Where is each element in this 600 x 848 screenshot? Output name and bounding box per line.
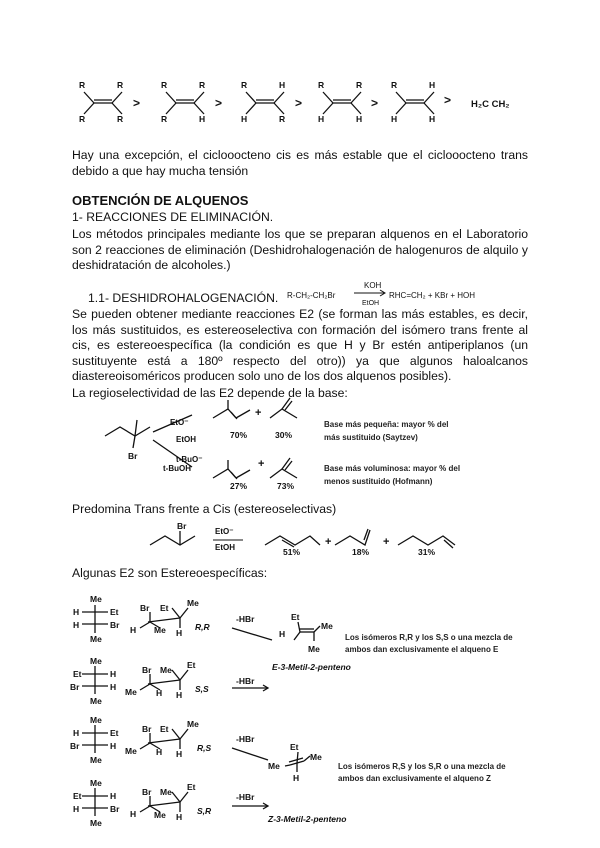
svg-text:Me: Me (90, 656, 102, 666)
svg-text:Br: Br (110, 620, 120, 630)
svg-text:H: H (391, 114, 398, 124)
sawhorse-ss (125, 660, 209, 700)
svg-text:Los isómeros R,S y los S,R o u: Los isómeros R,S y los S,R o una mezcla de (338, 762, 506, 771)
svg-text:H: H (73, 607, 80, 617)
svg-text:Me: Me (154, 625, 166, 635)
svg-text:R: R (199, 80, 206, 90)
regio-paragraph: La regioselectividad de las E2 depende de la base: (72, 386, 348, 400)
fischer-ss (70, 656, 116, 706)
sawhorse-sr (130, 782, 212, 822)
svg-text:Me: Me (268, 761, 280, 771)
svg-text:+: + (258, 458, 265, 470)
product-z-alkene (268, 742, 322, 783)
gt-1: > (133, 96, 141, 110)
svg-text:Me: Me (90, 594, 102, 604)
svg-text:-HBr: -HBr (236, 792, 255, 802)
svg-text:H: H (429, 114, 436, 124)
svg-text:Me: Me (321, 621, 333, 631)
product-e-name: E-3-Metil-2-penteno (272, 662, 351, 672)
svg-text:R: R (318, 80, 325, 90)
svg-text:Me: Me (160, 787, 172, 797)
svg-text:H: H (110, 791, 117, 801)
svg-text:R,R: R,R (195, 622, 210, 632)
svg-text:H: H (110, 682, 117, 692)
svg-text:Base más voluminosa: mayor % d: Base más voluminosa: mayor % del (324, 464, 461, 473)
svg-text:>: > (444, 93, 452, 107)
svg-text:+: + (383, 536, 390, 548)
svg-text:Et: Et (110, 728, 119, 738)
svg-text:Me: Me (90, 755, 102, 765)
svg-text:Me: Me (90, 715, 102, 725)
svg-text:H: H (156, 688, 163, 698)
section-1-1: 1.1- DESHIDROHALOGENACIÓN. (88, 291, 279, 305)
svg-text:EtO⁻: EtO⁻ (215, 527, 234, 536)
product-z-name: Z-3-Metil-2-penteno (268, 814, 347, 824)
eq-products: RHC=CH₂ + KBr + HOH (389, 291, 476, 300)
sub-1-tr: R (117, 80, 124, 90)
svg-text:menos sustituido (Hofmann): menos sustituido (Hofmann) (324, 477, 433, 486)
eq-reagent-top: KOH (364, 281, 382, 290)
svg-text:Me: Me (310, 752, 322, 762)
svg-text:Et: Et (73, 791, 82, 801)
svg-text:H: H (356, 114, 363, 124)
svg-text:Base más pequeña: mayor % del: Base más pequeña: mayor % del (324, 420, 449, 429)
svg-text:ambos dan exclusivamente el al: ambos dan exclusivamente el alqueno E (345, 645, 499, 654)
svg-text:ambos dan exclusivamente el al: ambos dan exclusivamente el alqueno Z (338, 774, 491, 783)
svg-text:Los isómeros R,R y los S,S o u: Los isómeros R,R y los S,S o una mezcla de (345, 633, 513, 642)
svg-text:R: R (391, 80, 398, 90)
svg-text:R,S: R,S (197, 743, 212, 753)
svg-text:Me: Me (154, 810, 166, 820)
svg-text:t-BuO⁻: t-BuO⁻ (176, 455, 203, 464)
fischer-rr (73, 594, 120, 644)
svg-text:S,S: S,S (195, 684, 209, 694)
svg-text:Et: Et (187, 660, 196, 670)
svg-text:Me: Me (160, 665, 172, 675)
svg-text:R: R (161, 114, 168, 124)
svg-text:>: > (215, 96, 223, 110)
svg-text:H: H (130, 809, 137, 819)
trans-paragraph: Predomina Trans frente a Cis (estereoselectivas) (72, 502, 337, 516)
svg-text:Me: Me (90, 634, 102, 644)
svg-text:Me: Me (90, 778, 102, 788)
svg-text:Me: Me (125, 687, 137, 697)
svg-text:Et: Et (290, 742, 299, 752)
svg-text:-HBr: -HBr (236, 676, 255, 686)
svg-text:H: H (73, 728, 80, 738)
subheading: 1- REACCIONES DE ELIMINACIÓN. (72, 210, 274, 224)
svg-text:Br: Br (70, 682, 80, 692)
methods-paragraph: Los métodos principales mediante los que se preparan alquenos en el Laboratorio son 2 reacciones de eliminación (Deshidrohalogenación de halogenuros de alquilo y deshidratación de alcoholes.) (72, 227, 528, 273)
pct-minor-1: 30% (275, 430, 293, 440)
svg-text:H: H (130, 625, 137, 635)
svg-text:Et: Et (110, 607, 119, 617)
svg-text:H: H (110, 741, 117, 751)
svg-text:Me: Me (90, 696, 102, 706)
svg-text:18%: 18% (352, 547, 370, 557)
svg-text:Br: Br (142, 787, 152, 797)
svg-text:H: H (110, 669, 117, 679)
svg-text:>: > (371, 96, 379, 110)
svg-text:H: H (176, 628, 183, 638)
svg-text:R: R (161, 80, 168, 90)
svg-text:Br: Br (140, 603, 150, 613)
svg-text:31%: 31% (418, 547, 436, 557)
svg-text:Br: Br (177, 521, 187, 531)
svg-text:51%: 51% (283, 547, 301, 557)
svg-text:H: H (293, 773, 300, 783)
pct-saytzev: 70% (230, 430, 248, 440)
fischer-sr (73, 778, 120, 828)
svg-text:H: H (279, 80, 286, 90)
svg-text:H: H (318, 114, 325, 124)
ethene-label: H₂C CH₂ (471, 99, 510, 110)
svg-text:Br: Br (142, 665, 152, 675)
svg-text:H: H (279, 629, 286, 639)
e2-paragraph: Se pueden obtener mediante reacciones E2 (se forman las más estables, es decir, los más sustituidos, es estereoselectiva con formación del isómero trans frente al cis, es estereoespecífica (la condición es que H y Br estén antiperiplanos (un sustituyente está a 180º respecto del otro)) ya que algunos haloalcanos diastereoisoméricos producen solo uno de los dos alquenos posibles). (72, 307, 528, 384)
svg-text:más sustituido (Saytzev): más sustituido (Saytzev) (324, 433, 418, 442)
svg-text:Et: Et (160, 603, 169, 613)
product-e-alkene (279, 612, 333, 654)
svg-text:H: H (176, 690, 183, 700)
svg-text:EtOH: EtOH (176, 435, 196, 444)
svg-text:Me: Me (187, 719, 199, 729)
svg-text:H: H (156, 747, 163, 757)
svg-text:Br: Br (70, 741, 80, 751)
svg-text:Me: Me (90, 818, 102, 828)
svg-text:Et: Et (160, 724, 169, 734)
regio-br: Br (128, 451, 138, 461)
svg-text:Me: Me (187, 598, 199, 608)
sub-1-br: R (117, 114, 124, 124)
svg-text:H: H (429, 80, 436, 90)
svg-text:H: H (73, 804, 80, 814)
fischer-rs (70, 715, 119, 765)
section-heading: OBTENCIÓN DE ALQUENOS (72, 193, 249, 208)
svg-text:H: H (241, 114, 248, 124)
svg-text:-HBr: -HBr (236, 734, 255, 744)
svg-text:Et: Et (73, 669, 82, 679)
svg-text:H: H (73, 620, 80, 630)
svg-text:>: > (295, 96, 303, 110)
svg-text:Et: Et (187, 782, 196, 792)
eq-reactant: R-CH₂-CH₂Br (287, 291, 336, 300)
eq-reagent-bottom: EtOH (362, 300, 380, 307)
svg-text:27%: 27% (230, 481, 248, 491)
svg-text:+: + (325, 536, 332, 548)
svg-text:H: H (199, 114, 206, 124)
svg-text:R: R (356, 80, 363, 90)
sawhorse-rr (130, 598, 211, 638)
svg-text:Me: Me (308, 644, 320, 654)
svg-text:R: R (241, 80, 248, 90)
svg-text:EtO⁻: EtO⁻ (170, 418, 189, 427)
svg-text:+: + (255, 407, 262, 419)
svg-text:Br: Br (110, 804, 120, 814)
svg-text:H: H (176, 749, 183, 759)
svg-text:Et: Et (291, 612, 300, 622)
sub-1-tl: R (79, 80, 86, 90)
svg-text:EtOH: EtOH (215, 543, 235, 552)
svg-text:Br: Br (142, 724, 152, 734)
svg-text:t-BuOH: t-BuOH (163, 464, 191, 473)
svg-text:H: H (176, 812, 183, 822)
sub-1-bl: R (79, 114, 86, 124)
svg-text:73%: 73% (277, 481, 295, 491)
sawhorse-rs (125, 719, 212, 759)
svg-text:R: R (279, 114, 286, 124)
svg-text:Me: Me (125, 746, 137, 756)
svg-text:S,R: S,R (197, 806, 212, 816)
stereo-paragraph: Algunas E2 son Estereoespecíficas: (72, 566, 268, 580)
exception-paragraph: Hay una excepción, el ciclooocteno cis es más estable que el ciclooocteno trans debido a que hay mucha tensión (72, 148, 528, 178)
svg-text:-HBr: -HBr (236, 614, 255, 624)
